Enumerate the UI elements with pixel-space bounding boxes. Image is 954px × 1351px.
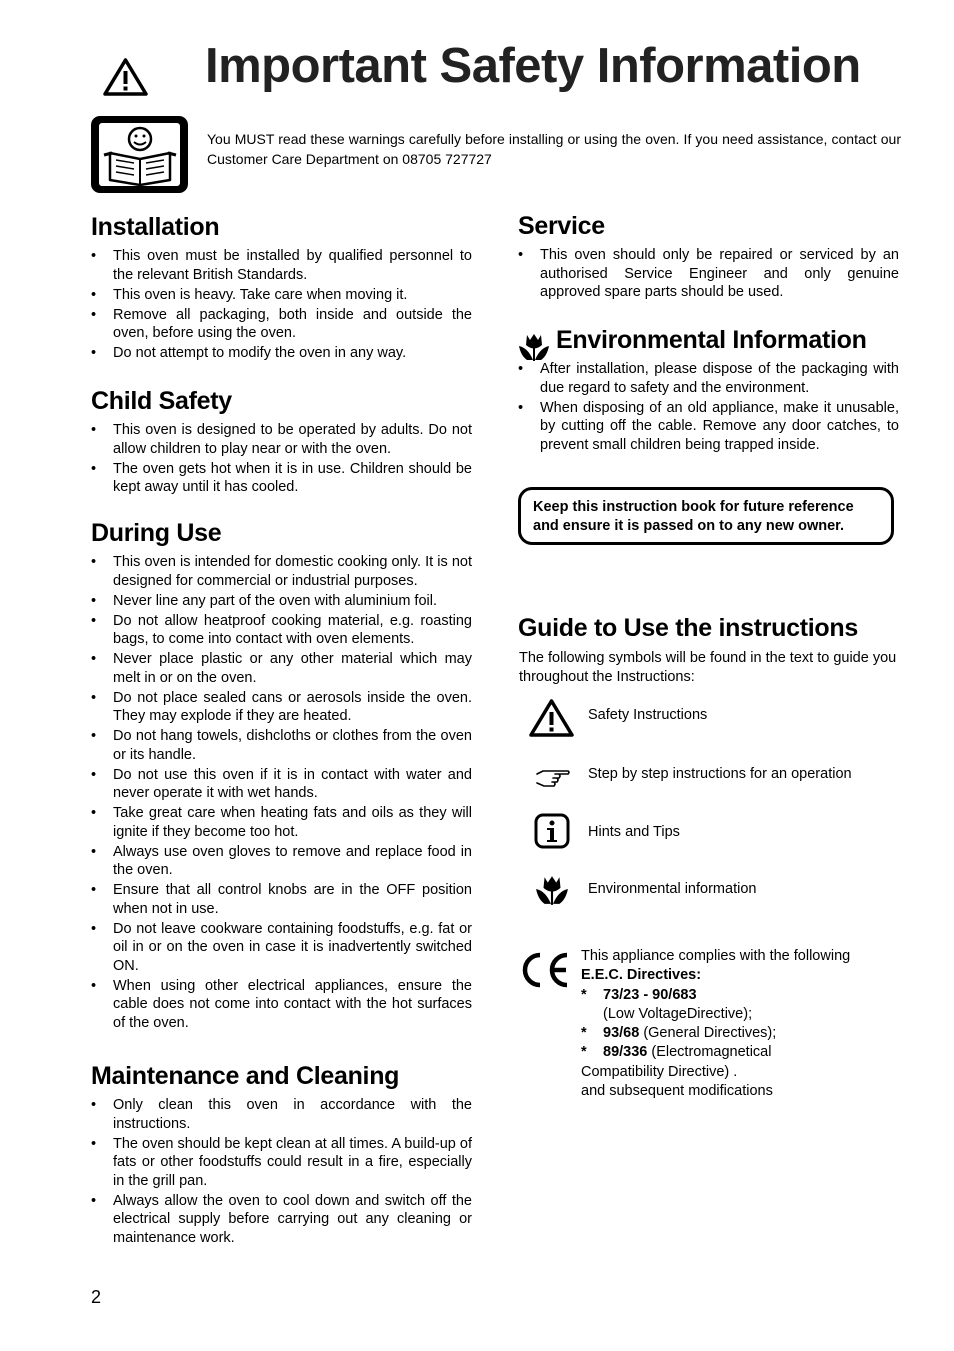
tulip-icon	[535, 874, 569, 906]
guide-section	[518, 614, 899, 643]
guide-intro: The following symbols will be found in the text to guide you throughout the Instructions:	[519, 650, 897, 685]
during-use-heading: During Use	[91, 519, 222, 547]
ce-mark-icon	[518, 951, 572, 989]
directive-continuation: Compatibility Directive) .	[581, 1063, 738, 1080]
page-title: Important Safety Information	[205, 39, 861, 93]
directive-description: (Electromagnetical	[647, 1044, 772, 1061]
directive-description: (General Directives);	[639, 1025, 777, 1042]
service-list	[518, 246, 899, 302]
list-item: • This oven is heavy. Take care when moving it.	[91, 286, 472, 305]
compliance-text	[581, 947, 911, 1101]
list-item: • This oven must be installed by qualified personnel to the relevant British Standards.	[91, 247, 472, 284]
directive-description: (Low VoltageDirective);	[603, 1005, 753, 1022]
list-item: • Ensure that all control knobs are in the OFF position when not in use.	[91, 881, 472, 918]
bullet-star: *	[581, 986, 587, 1003]
intro-text: You MUST read these warnings carefully before installing or using the oven. If you need assistance, contact our Customer Care Department on 08705 727727	[207, 131, 901, 167]
during-use-list	[91, 553, 472, 1032]
list-item: • This oven is designed to be operated by adults. Do not allow children to play near or with the oven.	[91, 421, 472, 458]
symbol-label-steps: Step by step instructions for an operation	[588, 766, 852, 782]
list-item: • Do not allow heatproof cooking material, e.g. roasting bags, to come into contact with oven elements.	[91, 612, 472, 649]
list-item: • When disposing of an old appliance, make it unusable, by cutting off the cable. Remove any door catches, to prevent small children being trapped inside.	[518, 399, 899, 455]
page-number: 2	[91, 1287, 102, 1307]
list-item: • Do not use this oven if it is in contact with water and never operate it with wet hands.	[91, 766, 472, 803]
child-safety-heading: Child Safety	[91, 387, 232, 415]
compliance-line1: This appliance complies with the following	[581, 948, 851, 964]
list-item: • This oven should only be repaired or serviced by an authorised Service Engineer and only genuine approved spare parts should be used.	[518, 246, 899, 302]
list-item: • The oven gets hot when it is in use. Children should be kept away until it has cooled.	[91, 460, 472, 497]
list-item: • Never place plastic or any other material which may melt in or on the oven.	[91, 650, 472, 687]
list-item: • Do not attempt to modify the oven in any way.	[91, 344, 472, 363]
list-item: • Take great care when heating fats and oils as they will ignite if they become too hot.	[91, 804, 472, 841]
during-use-section	[91, 519, 472, 1034]
list-item: • The oven should be kept clean at all times. A build-up of fats or other foodstuffs could result in a fire, especially in the grill pan.	[91, 1135, 472, 1191]
service-section	[518, 212, 899, 303]
installation-heading: Installation	[91, 213, 220, 241]
list-item: • After installation, please dispose of the packaging with due regard to safety and the environment.	[518, 360, 899, 397]
directive-code: 93/68	[603, 1025, 640, 1042]
list-item: • Do not hang towels, dishcloths or clothes from the oven or its handle.	[91, 727, 472, 764]
read-manual-icon	[90, 115, 189, 194]
list-item: • Do not place sealed cans or aerosols inside the oven. They may explode if they are heated.	[91, 689, 472, 726]
list-item: • When using other electrical appliances, ensure the cable does not come into contact with the hot surfaces of the oven.	[91, 977, 472, 1033]
symbol-label-hints: Hints and Tips	[588, 824, 680, 840]
maintenance-heading: Maintenance and Cleaning	[91, 1062, 400, 1090]
installation-section	[91, 213, 472, 364]
list-item: • Never line any part of the oven with aluminium foil.	[91, 592, 472, 611]
service-heading: Service	[518, 212, 605, 240]
list-item: • Do not leave cookware containing foodstuffs, e.g. fat or oil in or on the oven in case it is inadvertently switched ON.	[91, 920, 472, 976]
keep-instructions-note: Keep this instruction book for future reference and ensure it is passed on to any new owner.	[518, 487, 894, 545]
bullet-star: *	[581, 1044, 587, 1061]
warning-triangle-icon	[102, 57, 149, 97]
list-item: • Remove all packaging, both inside and outside the oven, before using the oven.	[91, 306, 472, 343]
installation-list	[91, 247, 472, 363]
bullet-star: *	[581, 1025, 587, 1042]
environmental-list	[518, 360, 899, 454]
list-item: • Only clean this oven in accordance with the instructions.	[91, 1096, 472, 1133]
environmental-heading: Environmental Information	[556, 326, 867, 354]
symbol-label-safety: Safety Instructions	[588, 707, 708, 723]
compliance-last: and subsequent modifications	[581, 1083, 773, 1100]
child-safety-list	[91, 421, 472, 497]
guide-heading: Guide to Use the instructions	[518, 614, 858, 642]
info-icon	[534, 813, 570, 849]
directive-code: 89/336	[603, 1044, 648, 1061]
warning-triangle-icon	[528, 698, 575, 738]
compliance-line2: E.E.C. Directives:	[581, 967, 702, 984]
list-item: • Always allow the oven to cool down and switch off the electrical supply before carrying out any cleaning or maintenance work.	[91, 1192, 472, 1248]
list-item: • Always use oven gloves to remove and replace food in the oven.	[91, 843, 472, 880]
list-item: • This oven is intended for domestic cooking only. It is not designed for commercial or industrial purposes.	[91, 553, 472, 590]
maintenance-section	[91, 1062, 472, 1249]
environmental-section	[518, 326, 899, 456]
maintenance-list	[91, 1096, 472, 1247]
child-safety-section	[91, 387, 472, 498]
pointing-hand-icon	[535, 765, 571, 789]
symbol-label-environmental: Environmental information	[588, 881, 757, 897]
directive-code: 73/23 - 90/683	[603, 986, 697, 1003]
